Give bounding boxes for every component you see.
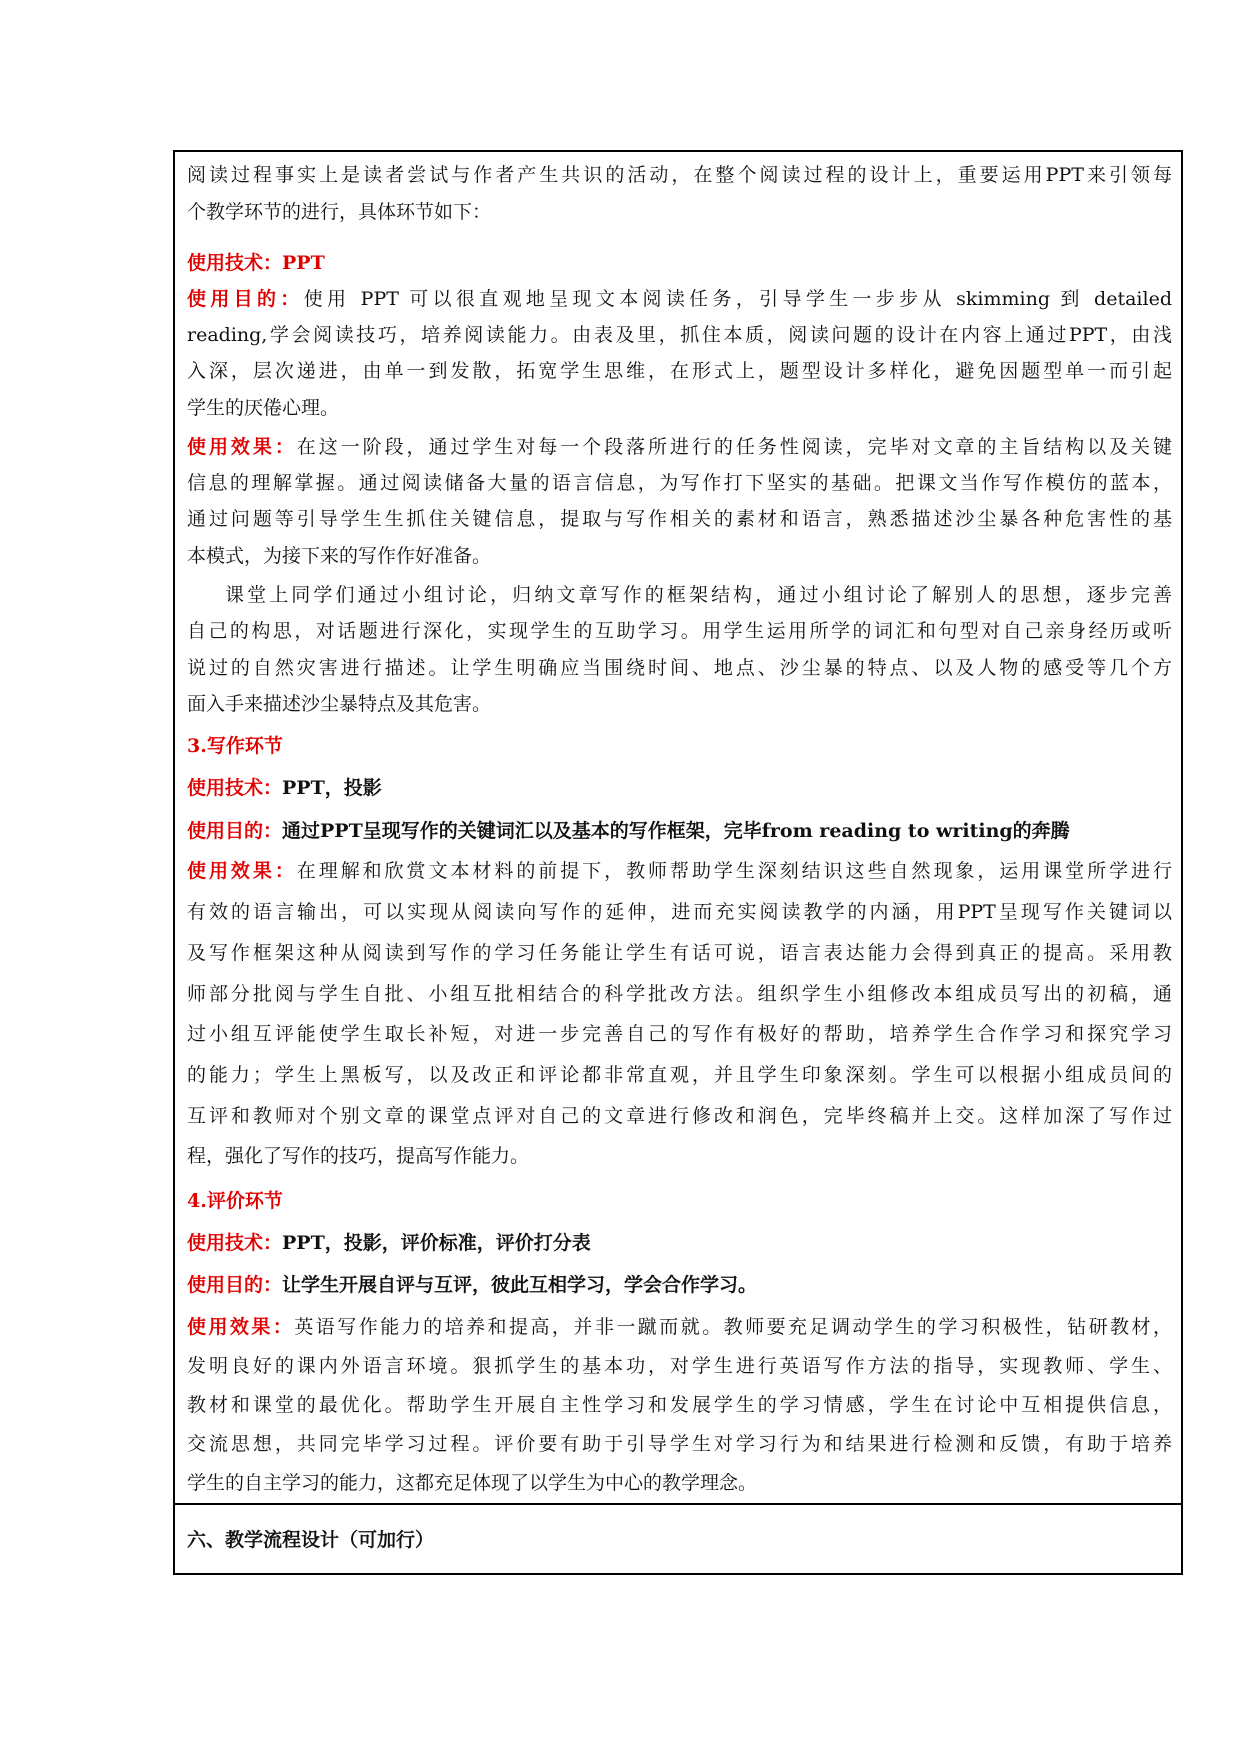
s3-effect-line-3: 及写作框架这种从阅读到写作的学习任务能让学生有话可说，语言表达能力会得到真正的提高。采用教 (187, 942, 1172, 964)
s3-effect-line-1: 使用效果：在理解和欣赏文本材料的前提下，教师帮助学生深刻结识这些自然现象，运用课堂所学进行 (187, 860, 1172, 882)
s3-effect-line-6: 的能力；学生上黑板写，以及改正和评论都非常直观，并且学生印象深刻。学生可以根据小组成员间的 (187, 1064, 1172, 1086)
s3-tech-label: 使用技术： (187, 777, 283, 799)
s1-tech-value: PPT (282, 252, 325, 274)
s3-effect-line-8: 程，强化了写作的技巧，提高写作能力。 (187, 1145, 530, 1167)
s6-heading: 六、教学流程设计（可加行） (187, 1529, 435, 1551)
s1-para-line-1: 课堂上同学们通过小组讨论，归纳文章写作的框架结构，通过小组讨论了解别人的思想，逐步完善 (225, 584, 1172, 606)
s1-para-line-4: 面入手来描述沙尘暴特点及其危害。 (187, 693, 492, 715)
intro-line-1: 阅读过程事实上是读者尝试与作者产生共识的活动，在整个阅读过程的设计上，重要运用PPT来引领每 (187, 164, 1172, 186)
s1-effect-line-1: 使用效果：在这一阶段，通过学生对每一个段落所进行的任务性阅读，完毕对文章的主旨结构以及关键 (187, 436, 1172, 458)
s3-effect-label: 使用效果： (187, 860, 297, 882)
s3-effect-line-5: 过小组互评能使学生取长补短，对进一步完善自己的写作有极好的帮助，培养学生合作学习和探究学习 (187, 1023, 1172, 1045)
s4-effect-label: 使用效果： (187, 1316, 295, 1338)
intro-line-2: 个教学环节的进行，具体环节如下： (187, 201, 492, 223)
s4-effect-line-5: 学生的自主学习的能力，这都充足体现了以学生为中心的教学理念。 (187, 1472, 758, 1494)
s1-purpose-line-1: 使用目的：使用 PPT 可以很直观地呈现文本阅读任务，引导学生一步步从 skimming 到 detailed (187, 288, 1172, 310)
s3-purpose-value: 通过PPT呈现写作的关键词汇以及基本的写作框架，完毕from reading to writing的奔腾 (282, 820, 1070, 842)
s3-purpose (187, 816, 1172, 846)
s1-para-line-2: 自己的构思，对话题进行深化，实现学生的互助学习。用学生运用所学的词汇和句型对自己亲身经历或听 (187, 620, 1172, 642)
s3-tech (187, 773, 1172, 803)
s3-effect-line-7: 互评和教师对个别文章的课堂点评对自己的文章进行修改和润色，完毕终稿并上交。这样加深了写作过 (187, 1105, 1172, 1127)
s4-tech (187, 1228, 1172, 1258)
s1-effect-label: 使用效果： (187, 436, 297, 458)
s1-effect-line-4: 本模式，为接下来的写作作好准备。 (187, 545, 492, 567)
s4-effect-line-3: 教材和课堂的最优化。帮助学生开展自主性学习和发展学生的学习情感，学生在讨论中互相提供信息， (187, 1394, 1172, 1416)
s1-purpose-label: 使用目的： (187, 288, 304, 310)
s4-purpose-value: 让学生开展自评与互评，彼此互相学习，学会合作学习。 (282, 1274, 758, 1296)
s1-purpose-line-4: 学生的厌倦心理。 (187, 397, 340, 419)
s4-effect-line-2: 发明良好的课内外语言环境。狠抓学生的基本功，对学生进行英语写作方法的指导，实现教师、学生、 (187, 1355, 1172, 1377)
s4-purpose-label: 使用目的： (187, 1274, 283, 1296)
table-bottom-border (173, 1573, 1183, 1575)
s1-tech-label: 使用技术： (187, 252, 283, 274)
s1-effect-line-2: 信息的理解掌握。通过阅读储备大量的语言信息，为写作打下坚实的基础。把课文当作写作模仿的蓝本， (187, 472, 1172, 494)
s4-purpose (187, 1270, 1172, 1300)
s1-para-line-3: 说过的自然灾害进行描述。让学生明确应当围绕时间、地点、沙尘暴的特点、以及人物的感受等几个方 (187, 657, 1172, 679)
s1-purpose-line-2: reading,学会阅读技巧，培养阅读能力。由表及里，抓住本质，阅读问题的设计在内容上通过PPT，由浅 (187, 324, 1172, 346)
s4-effect-line-4: 交流思想，共同完毕学习过程。评价要有助于引导学生对学习行为和结果进行检测和反馈，有助于培养 (187, 1433, 1172, 1455)
s3-effect-line-4: 师部分批阅与学生自批、小组互批相结合的科学批改方法。组织学生小组修改本组成员写出的初稿，通 (187, 983, 1172, 1005)
s4-tech-value: PPT，投影，评价标准，评价打分表 (282, 1232, 591, 1254)
s3-effect-line-2: 有效的语言输出，可以实现从阅读向写作的延伸，进而充实阅读教学的内涵，用PPT呈现写作关键词以 (187, 901, 1172, 923)
s1-purpose-line-3: 入深，层次递进，由单一到发散，拓宽学生思维，在形式上，题型设计多样化，避免因题型单一而引起 (187, 360, 1172, 382)
s4-effect-line-1: 使用效果：英语写作能力的培养和提高，并非一蹴而就。教师要充足调动学生的学习积极性，钻研教材， (187, 1316, 1172, 1338)
s1-effect-line-3: 通过问题等引导学生生抓住关键信息，提取与写作相关的素材和语言，熟悉描述沙尘暴各种危害性的基 (187, 508, 1172, 530)
s1-tech (187, 248, 1172, 278)
s4-heading: 4.评价环节 (187, 1190, 283, 1212)
s4-tech-label: 使用技术： (187, 1232, 283, 1254)
s3-heading: 3.写作环节 (187, 735, 283, 757)
table-row-divider (173, 1503, 1183, 1505)
s3-purpose-label: 使用目的： (187, 820, 283, 842)
s3-tech-value: PPT，投影 (282, 777, 382, 799)
